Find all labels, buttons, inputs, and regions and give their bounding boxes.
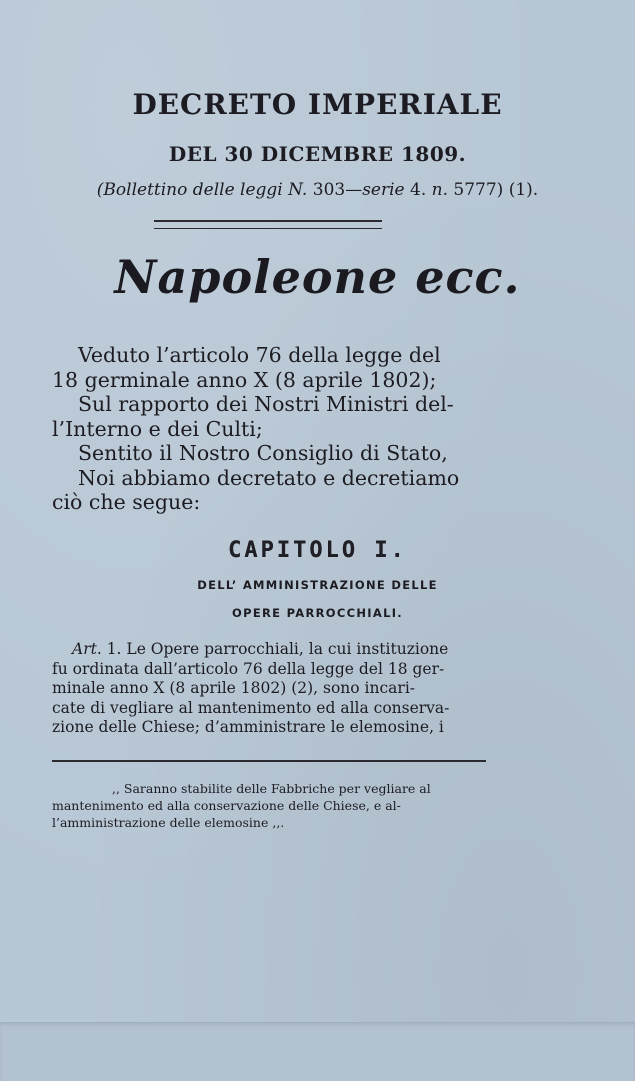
footnote-line: l’amministrazione delle elemosine ,,.: [52, 815, 285, 830]
footnote: [52, 780, 492, 831]
article-label: Art.: [72, 640, 102, 658]
article-line: minale anno X (8 aprile 1802) (2), sono incari-: [52, 679, 416, 697]
chapter-subtitle-line2: OPERE PARROCCHIALI.: [232, 606, 403, 620]
article-1: [52, 640, 492, 738]
bulletin-n: 5777) (1).: [448, 180, 539, 200]
preamble-line: ciò che segue:: [52, 490, 201, 514]
preamble: [52, 343, 492, 515]
napoleone-heading: Napoleone ecc.: [114, 250, 521, 304]
bulletin-italic: (Bollettino delle leggi N.: [96, 180, 308, 200]
article-line: zione delle Chiese; d’amministrare le elemosine, i: [52, 718, 444, 736]
preamble-line: 18 germinale anno X (8 aprile 1802);: [52, 367, 437, 392]
bulletin-series-label: serie: [362, 180, 405, 200]
footnote-line: mantenimento ed alla conservazione delle Chiese, e al-: [52, 798, 401, 813]
bulletin-n-label: n.: [431, 180, 449, 200]
decree-title: DECRETO IMPERIALE: [132, 88, 503, 121]
preamble-line: Sentito il Nostro Consiglio di Stato,: [78, 441, 448, 465]
chapter-title: CAPITOLO I.: [228, 538, 407, 563]
preamble-line: Veduto l’articolo 76 della legge del: [78, 343, 441, 367]
preamble-line: Sul rapporto dei Nostri Ministri del-: [78, 392, 454, 416]
bulletin-reference: [0, 180, 635, 200]
chapter-subtitle-line1: DELL’ AMMINISTRAZIONE DELLE: [197, 578, 438, 592]
article-line: cate di vegliare al mantenimento ed alla conserva-: [52, 698, 450, 717]
decree-date: DEL 30 DICEMBRE 1809.: [168, 142, 467, 166]
article-text: 1. Le Opere parrocchiali, la cui instituzione: [101, 640, 449, 658]
article-line: fu ordinata dall’articolo 76 della legge del 18 ger-: [52, 659, 445, 678]
header-divider: [154, 220, 382, 229]
bulletin-number: 303—: [307, 180, 363, 200]
footnote-divider: [52, 760, 486, 762]
preamble-line: Noi abbiamo decretato e decretiamo: [78, 465, 460, 490]
footnote-line: ,, Saranno stabilite delle Fabbriche per vegliare al: [112, 781, 431, 796]
article-line: [52, 640, 492, 660]
preamble-line: l’Interno e dei Culti;: [52, 416, 263, 441]
bulletin-series: 4.: [404, 180, 432, 200]
page-fold: [0, 1022, 635, 1081]
